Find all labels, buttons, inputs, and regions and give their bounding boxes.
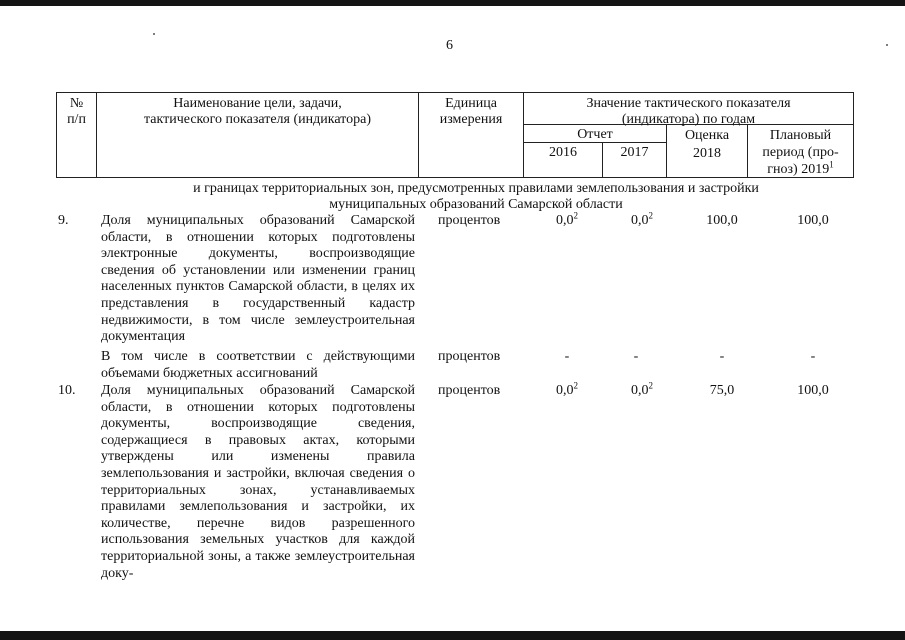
value-text: 0,0 (556, 213, 574, 228)
row-value-2019: - (810, 349, 816, 364)
header-number-line: п/п (67, 112, 86, 127)
header-bottom-border (56, 177, 853, 178)
header-planned-text: гноз) 2019 (767, 162, 830, 177)
row-unit: процентов (438, 213, 501, 228)
row-number: 10. (58, 383, 76, 398)
footnote-mark: 2 (648, 210, 653, 221)
value-text: 0,0 (556, 383, 574, 398)
header-estimate-line: 2018 (693, 146, 721, 161)
section-continuation (96, 181, 856, 213)
scan-speck (886, 44, 888, 46)
row-value-2019: 100,0 (797, 213, 829, 228)
header-values-line: Значение тактического показателя (586, 96, 791, 111)
header-values-line: (индикатора) по годам (621, 112, 756, 127)
header-number (57, 96, 96, 128)
header-2017: 2017 (620, 145, 649, 160)
footnote-mark: 2 (648, 380, 653, 391)
row-unit: процентов (438, 383, 501, 398)
row-description: Доля муниципальных образований Самарской области, в отношении которых подготовлены электронные документы, воспроизводящие сведения об установлении или изменении границ населенных пунктов Самарской области, в целях их представления в государственный кадастр недвижимости, в том числе землеустроительная документация (101, 213, 415, 345)
continuation-line: муниципальных образований Самарской области (329, 197, 623, 212)
footnote-mark: 2 (573, 380, 578, 391)
header-values (524, 96, 853, 128)
value-text: 0,0 (631, 213, 649, 228)
header-name-line: Наименование цели, задачи, (173, 96, 342, 111)
row-value-2017 (612, 380, 672, 400)
row-description: В том числе в соответствии с действующими объемами бюджетных ассигнований (101, 349, 415, 381)
header-planned (748, 127, 853, 178)
page-number: 6 (446, 38, 453, 53)
continuation-line: и границах территориальных зон, предусмотренных правилами землепользования и застройки (193, 181, 759, 196)
row-value-2018: 100,0 (706, 213, 738, 228)
header-2016: 2016 (549, 145, 577, 160)
row-value-2019: 100,0 (797, 383, 829, 398)
header-unit (419, 96, 523, 128)
header-unit-line: измерения (439, 112, 503, 127)
scan-border-top (0, 0, 905, 6)
scan-border-bottom (0, 631, 905, 640)
value-text: 0,0 (631, 383, 649, 398)
row-value-2016: - (564, 349, 570, 364)
header-estimate (667, 127, 747, 163)
row-unit: процентов (438, 349, 501, 364)
row-value-2016 (537, 210, 597, 230)
row-number: 9. (58, 213, 69, 228)
header-report: Отчет (577, 127, 613, 142)
row-value-2017: - (633, 349, 639, 364)
header-top-border (56, 92, 853, 93)
row-description: Доля муниципальных образований Самарской области, в отношении которых подготовлены документы, воспроизводящие сведения, содержащиеся в правовых актах, которыми утверждены или изменены правила землепользования и застройки, включая сведения о территориальных зонах, устанавливаемых правилами землепользования и застройки, их количестве, перечне видов разрешенного использования земельных участков для каждой территориальной зоны, а также землеустроительная доку- (101, 383, 415, 581)
row-value-2017 (612, 210, 672, 230)
header-name-line: тактического показателя (индикатора) (144, 112, 371, 127)
header-number-line: № (69, 96, 84, 111)
footnote-mark: 1 (829, 159, 834, 170)
row-value-2018: 75,0 (709, 383, 735, 398)
row-value-2018: - (719, 349, 725, 364)
header-planned-line (748, 161, 853, 178)
header-estimate-line: Оценка (684, 128, 730, 143)
header-unit-line: Единица (445, 96, 497, 111)
header-planned-line: период (про- (762, 145, 839, 160)
header-name (97, 96, 418, 128)
header-planned-line: Плановый (769, 128, 832, 143)
header-right-border (853, 92, 854, 178)
footnote-mark: 2 (573, 210, 578, 221)
scan-speck (153, 33, 155, 35)
row-value-2016 (537, 380, 597, 400)
